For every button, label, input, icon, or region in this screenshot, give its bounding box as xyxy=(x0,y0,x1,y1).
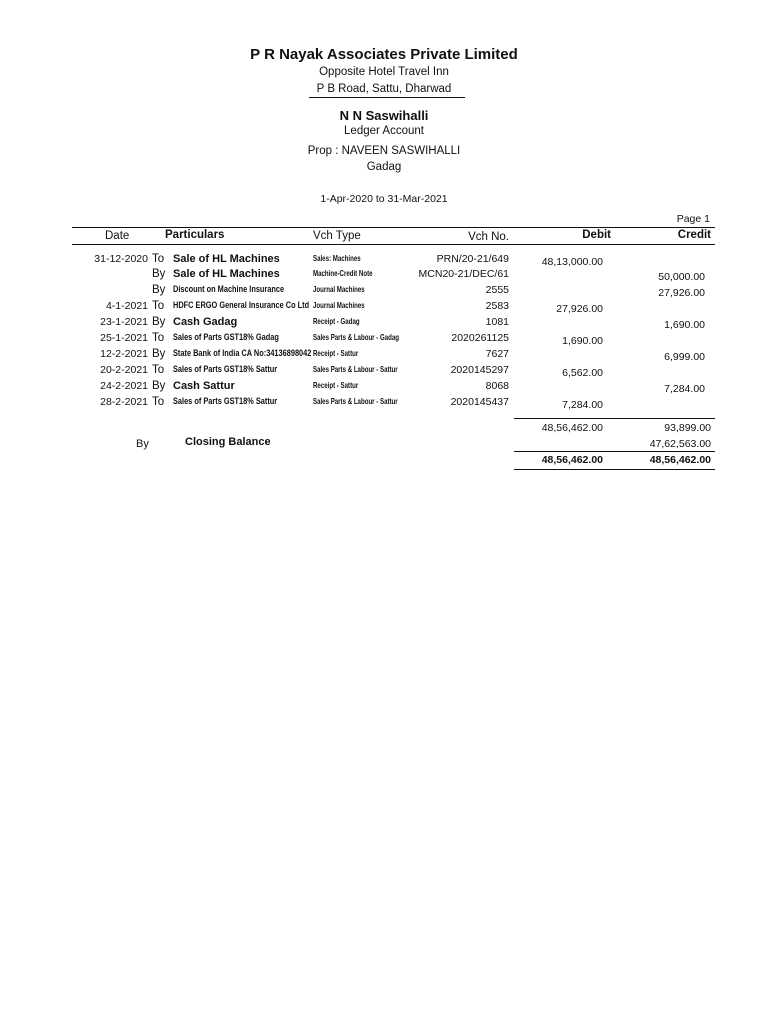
row-debit: 6,562.00 xyxy=(562,367,603,379)
row-date: 31-12-2020 xyxy=(94,253,148,265)
row-to-by: By xyxy=(152,284,166,296)
row-particulars: Cash Gadag xyxy=(173,316,238,328)
row-to-by: To xyxy=(152,300,165,312)
grand-total-top-rule xyxy=(514,451,715,452)
table-row xyxy=(0,348,768,364)
row-vch-no: PRN/20-21/649 xyxy=(436,253,509,265)
row-credit: 27,926.00 xyxy=(658,287,705,299)
row-date: 12-2-2021 xyxy=(100,348,148,360)
col-date-header: Date xyxy=(105,230,130,242)
proprietor: Prop : NAVEEN SASWIHALLI xyxy=(307,145,461,157)
row-particulars: Discount on Machine Insurance xyxy=(173,284,285,294)
row-vch-type: Sales Parts & Labour - Sattur xyxy=(313,396,398,406)
row-vch-type: Receipt - Sattur xyxy=(313,348,359,358)
row-vch-no: 2020145297 xyxy=(450,364,509,376)
subtotal-rule xyxy=(514,418,715,419)
row-particulars: Sale of HL Machines xyxy=(173,268,280,280)
subtotal-credit: 93,899.00 xyxy=(664,422,711,434)
row-vch-type: Machine-Credit Note xyxy=(313,268,373,278)
grand-total-debit: 48,56,462.00 xyxy=(541,454,603,466)
table-row xyxy=(0,396,768,412)
company-name: P R Nayak Associates Private Limited xyxy=(250,46,518,63)
col-vch-no-header: Vch No. xyxy=(468,231,509,243)
row-particulars: Sales of Parts GST18% Sattur xyxy=(173,396,278,406)
row-to-by: By xyxy=(152,380,166,392)
address-underline xyxy=(309,97,465,98)
row-particulars: HDFC ERGO General Insurance Co Ltd xyxy=(173,300,310,310)
row-to-by: To xyxy=(152,396,165,408)
row-date: 24-2-2021 xyxy=(100,380,148,392)
row-particulars: Sales of Parts GST18% Gadag xyxy=(173,332,279,342)
table-row xyxy=(0,284,768,300)
col-vch-type-header: Vch Type xyxy=(313,230,361,242)
row-date: 25-1-2021 xyxy=(100,332,148,344)
row-to-by: To xyxy=(152,332,165,344)
row-vch-type: Sales: Machines xyxy=(313,253,361,263)
row-vch-type: Sales Parts & Labour - Sattur xyxy=(313,364,398,374)
party-name: N N Saswihalli xyxy=(339,108,429,123)
closing-balance-label: Closing Balance xyxy=(185,436,271,448)
address-line-1: Opposite Hotel Travel Inn xyxy=(319,66,449,78)
row-particulars: Cash Sattur xyxy=(173,380,235,392)
row-debit: 48,13,000.00 xyxy=(541,256,603,268)
subtotal-debit: 48,56,462.00 xyxy=(541,422,603,434)
header-bottom-rule xyxy=(72,244,715,245)
row-vch-type: Journal Machines xyxy=(313,284,365,294)
row-vch-type: Journal Machines xyxy=(313,300,365,310)
row-credit: 50,000.00 xyxy=(658,271,705,283)
grand-total-bottom-rule xyxy=(514,469,715,470)
table-row xyxy=(0,253,768,269)
row-particulars: State Bank of India CA No:34136898042 xyxy=(173,348,312,358)
page-number: Page 1 xyxy=(676,213,710,225)
col-debit-header: Debit xyxy=(582,229,611,241)
row-to-by: By xyxy=(152,316,166,328)
row-vch-type: Sales Parts & Labour - Gadag xyxy=(313,332,400,342)
col-credit-header: Credit xyxy=(677,229,711,241)
row-debit: 1,690.00 xyxy=(562,335,603,347)
row-date: 23-1-2021 xyxy=(100,316,148,328)
row-date: 20-2-2021 xyxy=(100,364,148,376)
row-particulars: Sales of Parts GST18% Sattur xyxy=(173,364,278,374)
document-type: Ledger Account xyxy=(344,125,424,137)
row-vch-type: Receipt - Gadag xyxy=(313,316,360,326)
row-credit: 1,690.00 xyxy=(664,319,705,331)
row-vch-no: 2555 xyxy=(485,284,509,296)
row-debit: 27,926.00 xyxy=(556,303,603,315)
row-to-by: By xyxy=(152,268,166,280)
row-date: 4-1-2021 xyxy=(105,300,148,312)
row-credit: 6,999.00 xyxy=(664,351,705,363)
closing-balance-credit: 47,62,563.00 xyxy=(649,438,711,450)
table-row xyxy=(0,300,768,316)
period: 1-Apr-2020 to 31-Mar-2021 xyxy=(320,193,448,205)
table-row xyxy=(0,316,768,332)
row-vch-no: 7627 xyxy=(485,348,509,360)
col-particulars-header: Particulars xyxy=(165,229,225,241)
row-to-by: By xyxy=(152,348,166,360)
table-row xyxy=(0,332,768,348)
party-city: Gadag xyxy=(366,161,402,173)
row-vch-no: MCN20-21/DEC/61 xyxy=(418,268,509,280)
row-credit: 7,284.00 xyxy=(664,383,705,395)
row-vch-no: 2020145437 xyxy=(450,396,509,408)
table-row xyxy=(0,268,768,284)
row-vch-no: 2020261125 xyxy=(451,332,509,344)
row-debit: 7,284.00 xyxy=(562,399,603,411)
table-row xyxy=(0,380,768,396)
row-to-by: To xyxy=(152,364,165,376)
row-vch-no: 1081 xyxy=(485,316,509,328)
address-line-2: P B Road, Sattu, Dharwad xyxy=(316,83,452,95)
table-row xyxy=(0,364,768,380)
header-top-rule xyxy=(72,227,715,228)
row-vch-no: 2583 xyxy=(485,300,509,312)
row-vch-type: Receipt - Sattur xyxy=(313,380,359,390)
row-particulars: Sale of HL Machines xyxy=(173,253,280,265)
closing-by: By xyxy=(136,438,149,450)
row-to-by: To xyxy=(152,253,165,265)
row-vch-no: 8068 xyxy=(485,380,509,392)
grand-total-credit: 48,56,462.00 xyxy=(649,454,711,466)
row-date: 28-2-2021 xyxy=(100,396,148,408)
